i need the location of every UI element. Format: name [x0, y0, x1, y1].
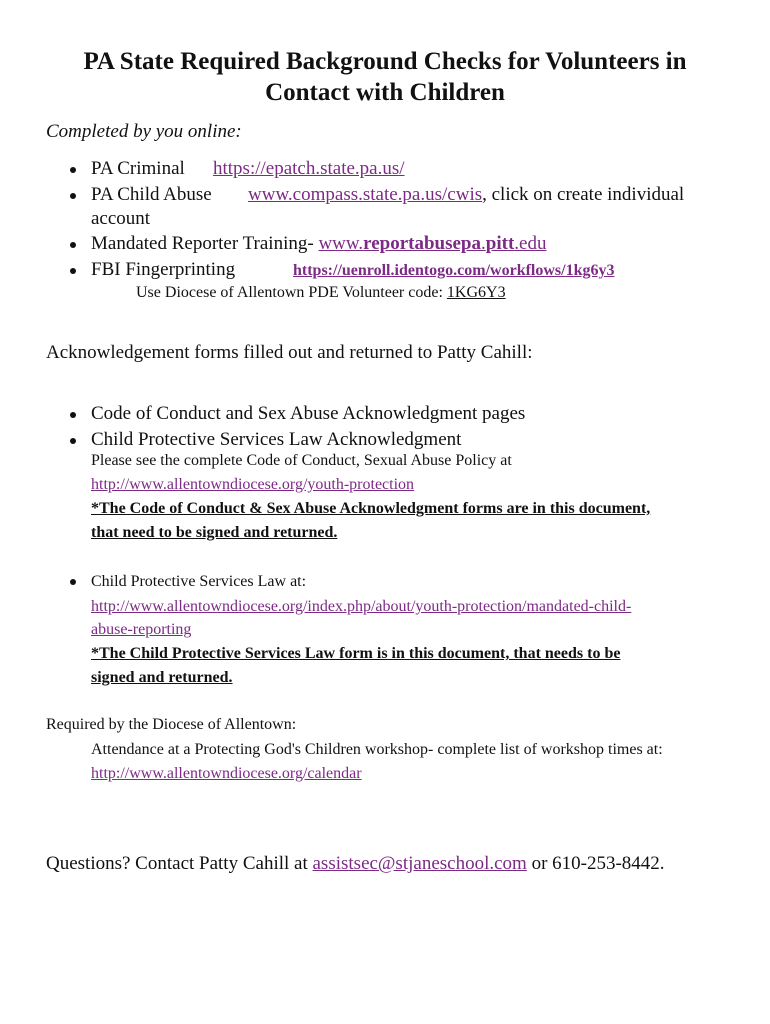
contact-suffix: or 610-253-8442. — [531, 853, 665, 874]
bullet-icon — [70, 167, 76, 173]
bullet-icon — [70, 579, 76, 585]
bullet-icon — [70, 438, 76, 444]
volunteer-code-value: 1KG6Y3 — [446, 284, 506, 301]
cps-law-link-line-2[interactable]: abuse-reporting — [91, 621, 192, 638]
cps-law-link-line-1[interactable]: http://www.allentowndiocese.org/index.php/about/youth-protection/mandated-child- — [91, 598, 632, 615]
title-line-2: Contact with Children — [265, 79, 505, 106]
contact-prefix: Questions? Contact Patty Cahill at — [46, 853, 308, 874]
title-line-1: PA State Required Background Checks for Volunteers in — [83, 48, 687, 75]
pa-child-abuse-label: PA Child Abuse — [91, 184, 212, 205]
calendar-link[interactable]: http://www.allentowndiocese.org/calendar — [91, 765, 362, 782]
bullet-icon — [70, 412, 76, 418]
bullet-icon — [70, 193, 76, 199]
mandated-reporter-line — [91, 233, 546, 255]
pa-child-abuse-continuation: account — [91, 208, 151, 229]
fbi-fingerprinting-link[interactable]: https://uenroll.identogo.com/workflows/1kg6y3 — [293, 262, 615, 279]
ack-heading: Acknowledgement forms filled out and returned to Patty Cahill: — [46, 342, 533, 363]
cps-note-line-1: *The Child Protective Services Law form is in this document, that needs to be — [91, 645, 621, 662]
document-title — [40, 46, 730, 108]
diocese-heading: Required by the Diocese of Allentown: — [46, 716, 297, 733]
volunteer-code-line — [136, 284, 506, 302]
link-part: www. — [318, 233, 364, 254]
pa-child-abuse-link[interactable]: www.compass.state.pa.us/cwis — [248, 184, 483, 205]
contact-email-link[interactable]: assistsec@stjaneschool.com — [312, 853, 527, 874]
contact-line — [46, 853, 665, 875]
attendance-text: Attendance at a Protecting God's Children workshop- complete list of workshop times at: — [91, 741, 663, 758]
bullet-icon — [70, 268, 76, 274]
code-of-conduct-note-line-1: *The Code of Conduct & Sex Abuse Acknowledgment forms are in this document, — [91, 500, 651, 517]
youth-protection-link[interactable]: http://www.allentowndiocese.org/youth-protection — [91, 476, 415, 493]
pa-criminal-label: PA Criminal — [91, 158, 185, 179]
link-part: . — [481, 233, 486, 254]
bullet-icon — [70, 242, 76, 248]
pa-child-abuse-line — [248, 184, 684, 206]
mandated-reporter-label: Mandated Reporter Training- — [91, 233, 314, 254]
volunteer-code-text: Use Diocese of Allentown PDE Volunteer code: — [136, 284, 443, 301]
code-of-conduct-note-line-2: that need to be signed and returned. — [91, 524, 338, 541]
ack-item-cps-law: Child Protective Services Law Acknowledgment — [91, 429, 462, 450]
completed-online-label: Completed by you online: — [46, 121, 242, 142]
link-part: .edu — [514, 233, 547, 254]
pa-criminal-link[interactable]: https://epatch.state.pa.us/ — [213, 158, 405, 179]
cps-law-label: Child Protective Services Law at: — [91, 573, 307, 590]
link-part-bold: reportabusepa — [363, 233, 482, 254]
pa-child-abuse-suffix: , click on create individual — [482, 184, 685, 205]
ack-item-code-of-conduct: Code of Conduct and Sex Abuse Acknowledgment pages — [91, 403, 526, 424]
policy-text: Please see the complete Code of Conduct, Sexual Abuse Policy at — [91, 452, 512, 469]
link-part-bold: pitt — [485, 233, 515, 254]
cps-note-line-2: signed and returned. — [91, 669, 233, 686]
fbi-fingerprinting-label: FBI Fingerprinting — [91, 259, 236, 280]
mandated-reporter-link[interactable] — [318, 233, 546, 254]
